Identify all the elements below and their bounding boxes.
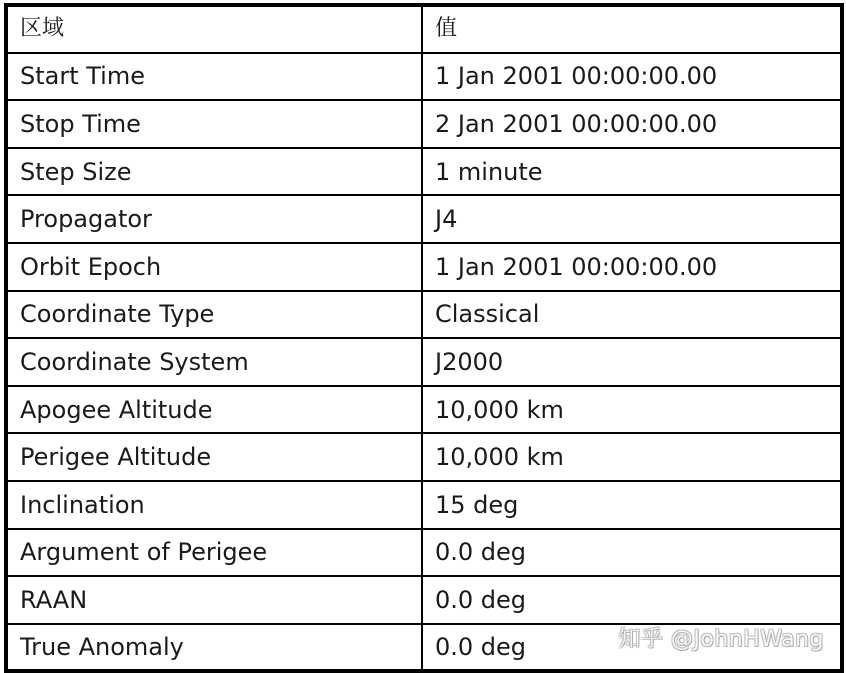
- header-value-cell: 值: [422, 5, 842, 53]
- table-row: [6, 386, 842, 434]
- watermark: 知乎 @JohnHWang: [618, 627, 824, 652]
- table-header-row: [6, 5, 842, 53]
- parameters-table: [4, 3, 844, 673]
- value-cell: 1 Jan 2001 00:00:00.00: [422, 53, 842, 101]
- value-cell: 2 Jan 2001 00:00:00.00: [422, 100, 842, 148]
- field-cell: True Anomaly: [6, 624, 422, 672]
- value-cell: Classical: [422, 291, 842, 339]
- field-cell: Coordinate System: [6, 338, 422, 386]
- table-row: [6, 624, 842, 672]
- field-cell: Propagator: [6, 195, 422, 243]
- table-row: [6, 481, 842, 529]
- table-row: [6, 291, 842, 339]
- field-cell: Step Size: [6, 148, 422, 196]
- field-cell: Apogee Altitude: [6, 386, 422, 434]
- table-row: [6, 100, 842, 148]
- table-row: [6, 529, 842, 577]
- value-cell: 1 minute: [422, 148, 842, 196]
- field-cell: Orbit Epoch: [6, 243, 422, 291]
- value-cell: 10,000 km: [422, 386, 842, 434]
- value-cell: J4: [422, 195, 842, 243]
- value-cell: 10,000 km: [422, 433, 842, 481]
- table-row: [6, 53, 842, 101]
- field-cell: Stop Time: [6, 100, 422, 148]
- table-row: [6, 433, 842, 481]
- value-cell: 0.0 deg: [422, 576, 842, 624]
- table-row: [6, 148, 842, 196]
- field-cell: Inclination: [6, 481, 422, 529]
- table-row: [6, 195, 842, 243]
- field-cell: RAAN: [6, 576, 422, 624]
- value-cell: 15 deg: [422, 481, 842, 529]
- value-cell: 0.0 deg: [422, 529, 842, 577]
- header-field-cell: 区域: [6, 5, 422, 53]
- table-row: [6, 338, 842, 386]
- value-cell: J2000: [422, 338, 842, 386]
- field-cell: Argument of Perigee: [6, 529, 422, 577]
- field-cell: Perigee Altitude: [6, 433, 422, 481]
- table-row: [6, 576, 842, 624]
- table-row: [6, 243, 842, 291]
- value-cell: 0.0 deg: [422, 624, 842, 672]
- value-cell: 1 Jan 2001 00:00:00.00: [422, 243, 842, 291]
- field-cell: Coordinate Type: [6, 291, 422, 339]
- field-cell: Start Time: [6, 53, 422, 101]
